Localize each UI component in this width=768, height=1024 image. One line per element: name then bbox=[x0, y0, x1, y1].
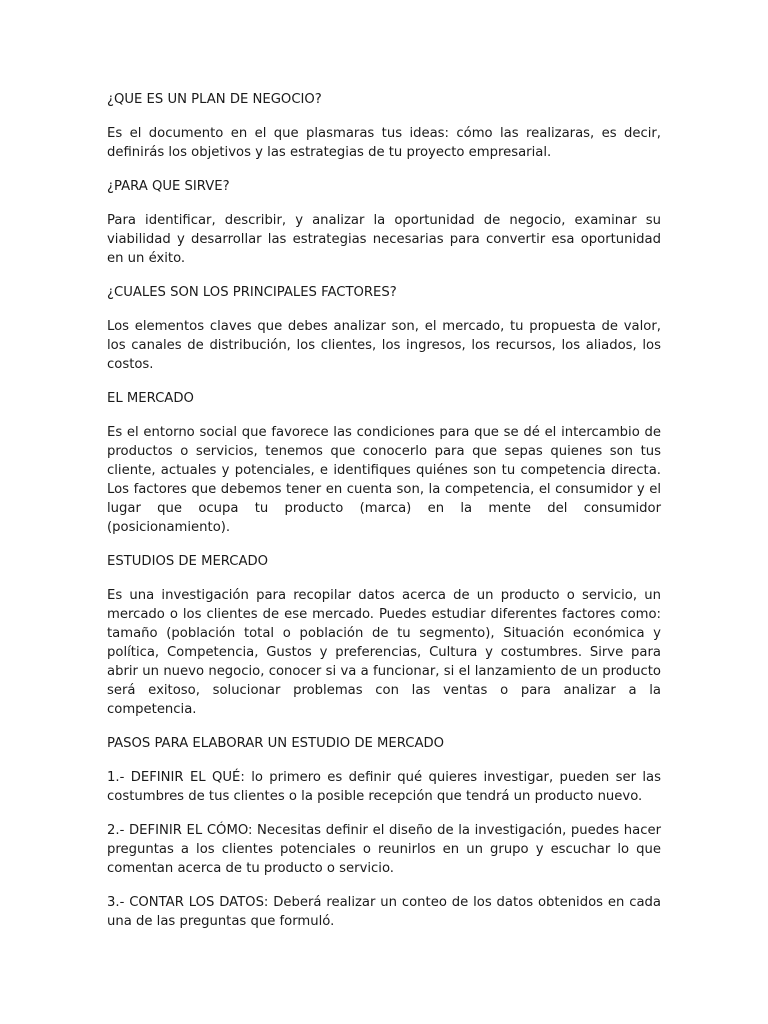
heading-que-es-plan: ¿QUE ES UN PLAN DE NEGOCIO? bbox=[107, 92, 322, 107]
step-definir-como: 2.- DEFINIR EL CÓMO: Necesitas definir el diseño de la investigación, puedes hacer preguntas a los clientes potenciales o reunirlos en un grupo y escuchar lo que comentan acerca de tu producto o servicio. bbox=[107, 823, 661, 876]
paragraph-estudios-de-mercado: Es una investigación para recopilar datos acerca de un producto o servicio, un mercado o los clientes de ese mercado. Puedes estudiar diferentes factores como: tamaño (población total o población de tu segmento), Situación económica y política, Competencia, Gustos y preferencias, Cultura y costumbres. Sirve para abrir un nuevo negocio, conocer si va a funcionar, si el lanzamiento de un producto será exitoso, solucionar problemas con las ventas o para analizar a la competencia. bbox=[107, 588, 661, 717]
paragraph-el-mercado: Es el entorno social que favorece las condiciones para que se dé el intercambio de productos o servicios, tenemos que conocerlo para que sepas quienes son tus cliente, actuales y potenciales, e identifiques quiénes son tu competencia directa. Los factores que debemos tener en cuenta son, la competencia, el consumidor y el lugar que ocupa tu producto (marca) en la mente del consumidor (posicionamiento). bbox=[107, 425, 661, 535]
heading-estudios-de-mercado: ESTUDIOS DE MERCADO bbox=[107, 554, 269, 569]
paragraph-principales-factores: Los elementos claves que debes analizar son, el mercado, tu propuesta de valor, los canales de distribución, los clientes, los ingresos, los recursos, los aliados, los costos. bbox=[107, 319, 661, 372]
paragraph-que-es-plan: Es el documento en el que plasmaras tus ideas: cómo las realizaras, es decir, definirás los objetivos y las estrategias de tu proyecto empresarial. bbox=[107, 126, 661, 160]
heading-para-que-sirve: ¿PARA QUE SIRVE? bbox=[107, 179, 230, 194]
heading-principales-factores: ¿CUALES SON LOS PRINCIPALES FACTORES? bbox=[107, 285, 397, 300]
document-page bbox=[107, 90, 661, 946]
step-contar-datos: 3.- CONTAR LOS DATOS: Deberá realizar un conteo de los datos obtenidos en cada una de las preguntas que formuló. bbox=[107, 895, 661, 929]
paragraph-para-que-sirve: Para identificar, describir, y analizar la oportunidad de negocio, examinar su viabilidad y desarrollar las estrategias necesarias para convertir esa oportunidad en un éxito. bbox=[107, 213, 661, 266]
step-definir-que: 1.- DEFINIR EL QUÉ: lo primero es definir qué quieres investigar, pueden ser las costumbres de tus clientes o la posible recepción que tendrá un producto nuevo. bbox=[107, 770, 661, 804]
heading-el-mercado: EL MERCADO bbox=[107, 391, 194, 406]
heading-pasos-estudio: PASOS PARA ELABORAR UN ESTUDIO DE MERCADO bbox=[107, 736, 445, 751]
